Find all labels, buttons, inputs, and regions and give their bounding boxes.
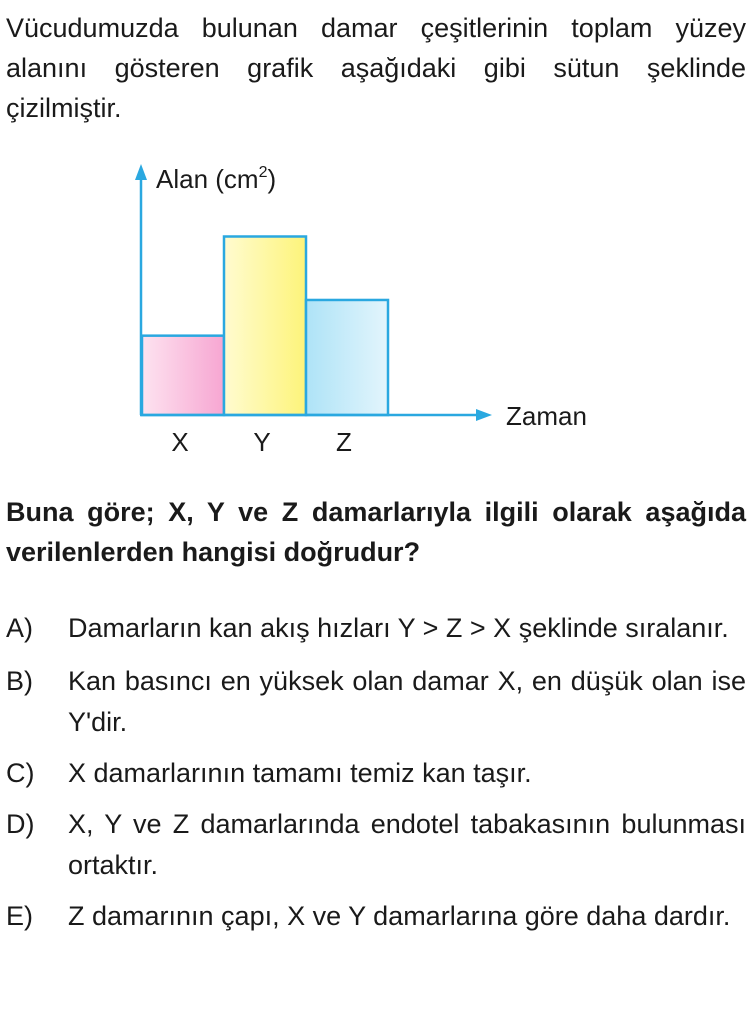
x-tick-labels [171, 427, 352, 457]
option-a-text: Damarların kan akış hızları Y > Z > X şeklinde sıralanır. [68, 613, 729, 643]
option-b[interactable] [6, 661, 746, 743]
bar-x [142, 336, 224, 415]
option-c-text: X damarlarının tamamı temiz kan taşır. [68, 758, 532, 788]
question-text: Buna göre; X, Y ve Z damarlarıyla ilgili olarak aşağıda verilenlerden hangisi doğrudur? [6, 497, 746, 567]
option-c-letter: C) [6, 758, 35, 788]
option-a-letter: A) [6, 613, 33, 643]
option-e[interactable] [6, 896, 746, 937]
y-axis-label-superscript: 2 [258, 164, 268, 181]
x-axis-arrow-icon [476, 409, 492, 421]
intro-text: Vücudumuzda bulunan damar çeşitlerinin toplam yüzey alanını gösteren grafik aşağıdaki gibi sütun şeklinde çizilmiştir. [6, 13, 746, 123]
option-d-letter: D) [6, 809, 35, 839]
option-e-text: Z damarının çapı, X ve Y damarlarına göre daha dardır. [68, 901, 731, 931]
option-d[interactable] [6, 804, 746, 886]
answer-options [6, 608, 746, 947]
y-axis-label [156, 164, 276, 194]
option-b-letter: B) [6, 666, 33, 696]
chart-bars [142, 237, 388, 416]
y-axis-label-close: ) [267, 164, 277, 194]
option-b-text: Kan basıncı en yüksek olan damar X, en düşük olan ise Y'dir. [68, 666, 746, 737]
x-axis-label: Zaman [506, 401, 587, 431]
tick-label-y: Y [253, 427, 271, 457]
y-axis-label-main: Alan (cm [156, 164, 259, 194]
option-c[interactable] [6, 753, 746, 794]
bar-z [306, 300, 388, 415]
tick-label-z: Z [336, 427, 352, 457]
tick-label-x: X [171, 427, 189, 457]
bar-y [224, 237, 306, 416]
bar-chart [0, 150, 755, 470]
option-a[interactable] [6, 608, 746, 649]
y-axis-arrow-icon [135, 164, 147, 180]
option-e-letter: E) [6, 901, 33, 931]
option-d-text: X, Y ve Z damarlarında endotel tabakasının bulunması ortaktır. [68, 809, 746, 880]
